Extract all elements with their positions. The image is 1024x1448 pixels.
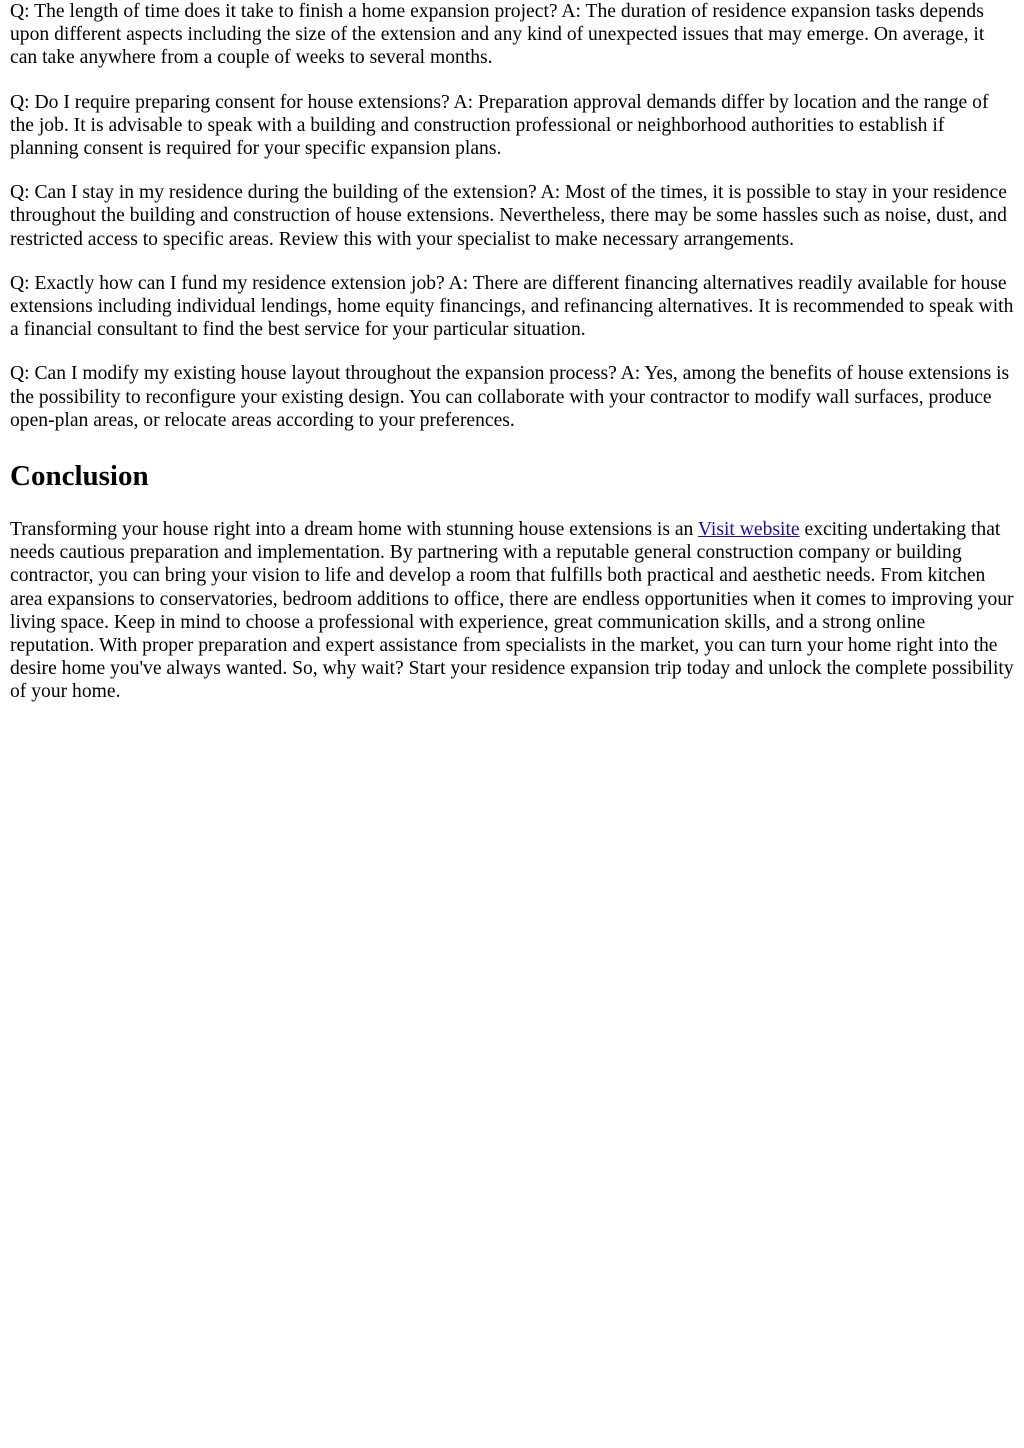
conclusion-heading: Conclusion (10, 460, 149, 493)
conclusion-paragraph (10, 518, 1014, 704)
conclusion-text-after-link: exciting undertaking that needs cautious preparation and implementation. By partnering with a reputable general construction company or building contractor, you can bring your vision to life and develop a room that fulfills both practical and aesthetic needs. From kitchen area expansions to conservatories, bedroom additions to office, there are endless opportunities when it comes to improving your living space. Keep in mind to choose a professional with experience, great communication skills, and a strong online reputation. With proper preparation and expert assistance from specialists in the market, you can turn your home right into the desire home you've always wanted. So, why wait? Start your residence expansion trip today and unlock the complete possibility of your home. (10, 519, 1014, 703)
faq-paragraph-4: Q: Exactly how can I fund my residence extension job? A: There are different financing alternatives readily available for house extensions including individual lendings, home equity financings, and refinancing alternatives. It is recommended to speak with a financial consultant to find the best service for your particular situation. (10, 272, 1014, 341)
faq-paragraph-3: Q: Can I stay in my residence during the building of the extension? A: Most of the times, it is possible to stay in your residence throughout the building and construction of house extensions. Nevertheless, there may be some hassles such as noise, dust, and restricted access to specific areas. Review this with your specialist to make necessary arrangements. (10, 182, 1007, 250)
faq-paragraph-5: Q: Can I modify my existing house layout throughout the expansion process? A: Yes, among the benefits of house extensions is the possibility to reconfigure your existing design. You can collaborate with your contractor to modify wall surfaces, produce open-plan areas, or relocate areas according to your preferences. (10, 363, 1010, 431)
faq-paragraph-1: Q: The length of time does it take to finish a home expansion project? A: The duration of residence expansion tasks depends upon different aspects including the size of the extension and any kind of unexpected issues that may emerge. On average, it can take anywhere from a couple of weeks to several months. (10, 1, 985, 69)
article-body (0, 0, 1024, 704)
conclusion-text-before-link: Transforming your house right into a dream home with stunning house extensions is an (10, 519, 698, 541)
faq-paragraph-2: Q: Do I require preparing consent for house extensions? A: Preparation approval demands differ by location and the range of the job. It is advisable to speak with a building and construction professional or neighborhood authorities to establish if planning consent is required for your specific expansion plans. (10, 91, 989, 160)
visit-website-link[interactable]: Visit website (697, 519, 800, 541)
